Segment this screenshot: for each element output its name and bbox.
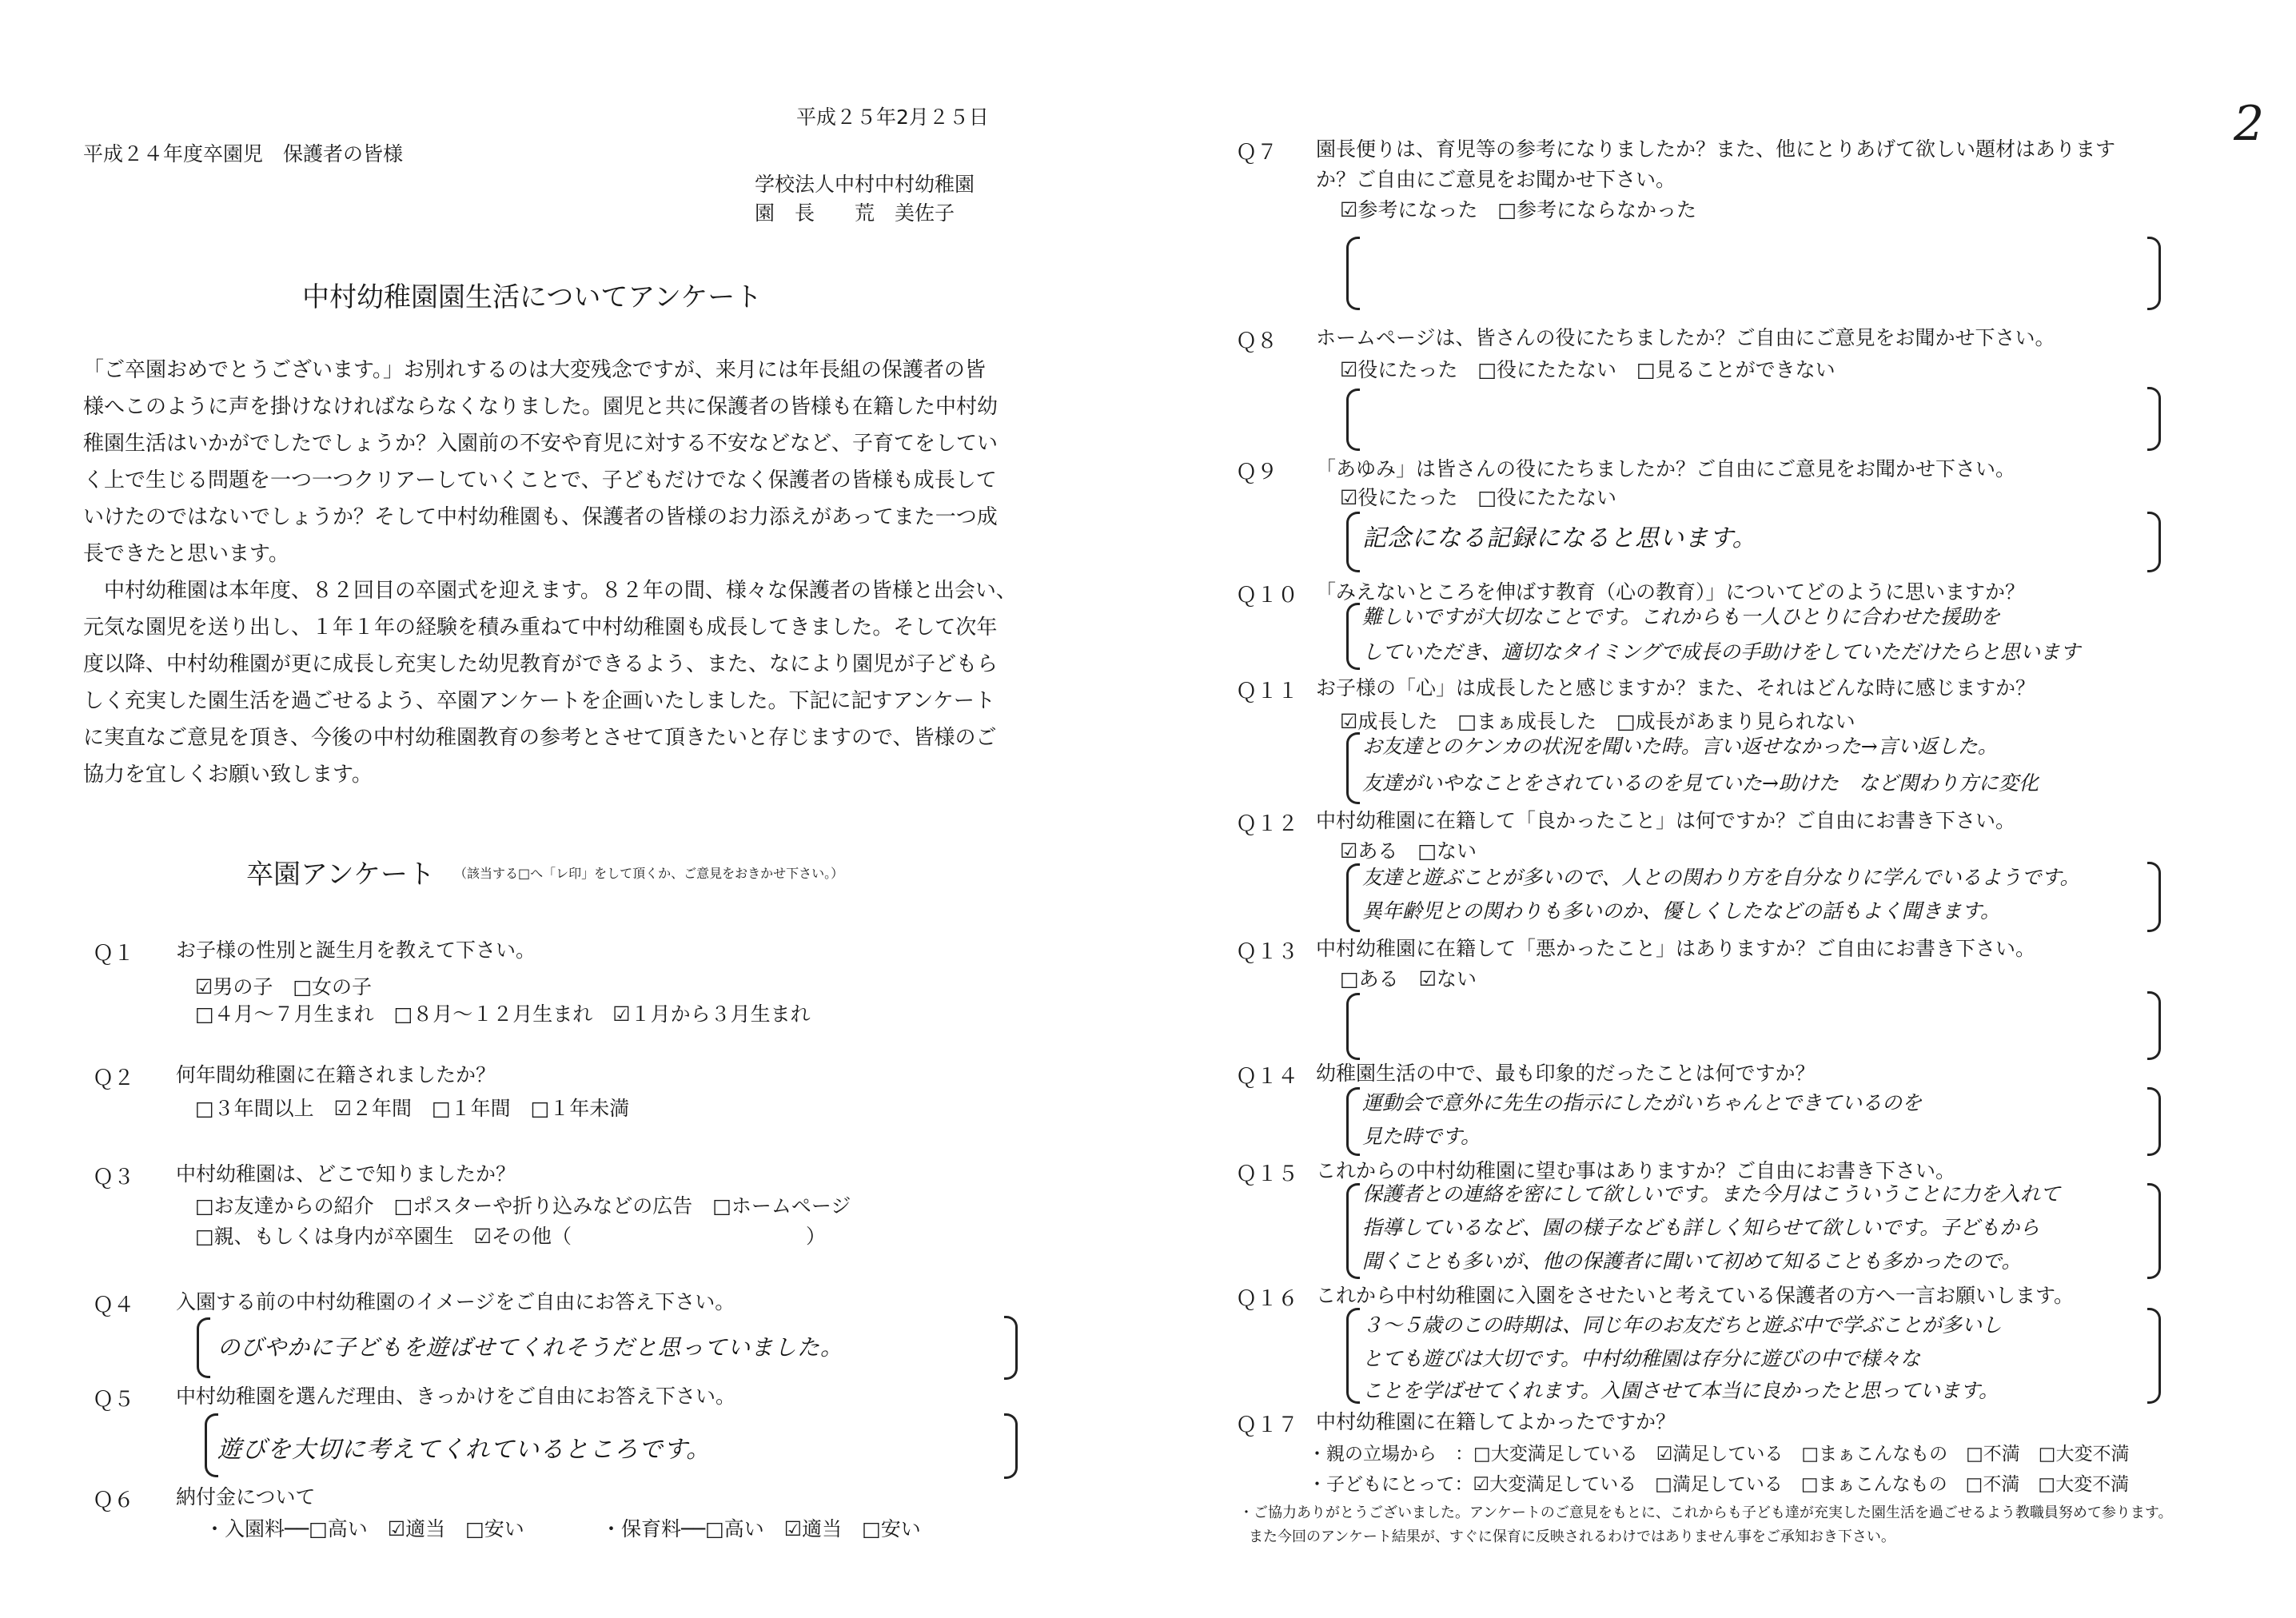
q11-handwritten-answer-1: お友達とのケンカの状況を聞いた時。言い返せなかった→言い返した。 [1362, 735, 1998, 758]
q12-question: 中村幼稚園に在籍して「良かったこと」は何ですか？ご自由にお書き下さい。 [1316, 809, 2016, 832]
footer-note-2: また今回のアンケート結果が、すぐに保育に反映されるわけではありません事をご承知おき下さい。 [1249, 1528, 1895, 1545]
q9-options[interactable]: ☑役にたった □役にたたない [1340, 486, 1617, 509]
q14-bracket-right [2147, 1087, 2161, 1156]
q16-handwritten-answer-3: ことを学ばせてくれます。入園させて本当に良かったと思っています。 [1362, 1379, 1999, 1402]
q17-question: 中村幼稚園に在籍してよかったですか？ [1316, 1410, 1676, 1433]
q11-handwritten-answer-2: 友達がいやなことをされているのを見ていた→助けた など関わり方に変化 [1362, 771, 2039, 795]
q11-bracket-left [1346, 732, 1360, 804]
q1-options-birth[interactable]: □４月～７月生まれ □８月～１２月生まれ ☑１月から３月生まれ [195, 1002, 811, 1026]
q9-number: Ｑ９ [1236, 460, 1278, 484]
q7-question-line1: 園長便りは、育児等の参考になりましたか？また、他にとりあげて欲しい題材はあります [1316, 137, 2116, 161]
q12-handwritten-answer-2: 異年齢児との関わりも多いのか、優しくしたなどの話もよく聞きます。 [1362, 899, 2001, 923]
q12-number: Ｑ１２ [1236, 812, 1299, 836]
q8-bracket-right [2147, 387, 2161, 451]
q9-bracket-left [1346, 512, 1360, 572]
q9-question: 「あゆみ」は皆さんの役にたちましたか？ご自由にご意見をお聞かせ下さい。 [1316, 457, 2016, 480]
q5-bracket-right [1004, 1413, 1018, 1479]
q12-handwritten-answer-1: 友達と遊ぶことが多いので、人との関わり方を自分なりに学んでいるようです。 [1362, 866, 2080, 889]
q10-bracket-left [1346, 603, 1360, 670]
q13-bracket-right [2147, 991, 2161, 1060]
q3-options-2-close: ） [806, 1225, 827, 1248]
q6-tuition-options[interactable]: ・保育料──□高い ☑適当 □安い [601, 1517, 921, 1540]
q15-handwritten-answer-3: 聞くことも多いが、他の保護者に聞いて初めて知ることも多かったので。 [1362, 1249, 2022, 1273]
q12-options[interactable]: ☑ある □ない [1340, 839, 1477, 863]
q14-number: Ｑ１４ [1236, 1065, 1299, 1089]
q3-options-1[interactable]: □お友達からの紹介 □ポスターや折り込みなどの広告 □ホームページ [195, 1194, 851, 1217]
q5-handwritten-answer: 遊びを大切に考えてくれているところです。 [217, 1436, 712, 1464]
q10-handwritten-answer-2: していただき、適切なタイミングで成長の手助けをしていただけたらと思います [1362, 640, 2081, 664]
q7-bracket-right [2147, 237, 2161, 310]
recipient: 平成２４年度卒園児 保護者の皆様 [83, 142, 404, 165]
page-number-mark: 2 [2234, 96, 2265, 152]
q4-bracket-left [197, 1317, 210, 1378]
q11-question: お子様の「心」は成長したと感じますか？また、それはどんな時に感じますか？ [1316, 676, 2036, 699]
q8-bracket-left [1346, 389, 1360, 451]
q17-parent-options[interactable]: ・親の立場から ：□大変満足している ☑満足している □まぁこんなもの □不満 □大変不満 [1308, 1444, 2130, 1465]
q13-bracket-left [1346, 993, 1360, 1060]
q3-question: 中村幼稚園は、どこで知りましたか？ [176, 1162, 516, 1186]
q14-bracket-left [1346, 1087, 1360, 1156]
q12-bracket-left [1346, 863, 1360, 932]
q2-number: Ｑ２ [93, 1066, 135, 1090]
q1-options-gender[interactable]: ☑男の子 □女の子 [195, 975, 373, 998]
q7-question-line2: か？ご自由にご意見をお聞かせ下さい。 [1316, 168, 1676, 191]
q16-handwritten-answer-2: とても遊びは大切です。中村幼稚園は存分に遊びの中で様々な [1362, 1347, 1921, 1370]
q12-bracket-right [2147, 862, 2161, 932]
q5-bracket-left [205, 1413, 218, 1477]
principal: 園 長 荒 美佐子 [755, 201, 955, 225]
page-title: 中村幼稚園園生活についてアンケート [302, 281, 763, 313]
q14-handwritten-answer-1: 運動会で意外に先生の指示にしたがいちゃんとできているのを [1362, 1091, 1923, 1114]
q8-options[interactable]: ☑役にたった □役にたたない □見ることができない [1340, 358, 1836, 381]
q11-number: Ｑ１１ [1236, 679, 1299, 703]
q17-number: Ｑ１７ [1236, 1413, 1299, 1437]
q6-number: Ｑ６ [93, 1488, 135, 1512]
q5-number: Ｑ５ [93, 1388, 135, 1412]
q1-number: Ｑ１ [93, 942, 135, 966]
q5-question: 中村幼稚園を選んだ理由、きっかけをご自由にお答え下さい。 [176, 1385, 736, 1408]
q4-question: 入園する前の中村幼稚園のイメージをご自由にお答え下さい。 [176, 1290, 735, 1313]
q2-options[interactable]: □３年間以上 ☑２年間 □１年間 □１年未満 [195, 1097, 630, 1120]
q15-handwritten-answer-2: 指導しているなど、園の様子なども詳しく知らせて欲しいです。子どもから [1362, 1216, 2040, 1239]
q7-options[interactable]: ☑参考になった □参考にならなかった [1340, 198, 1697, 221]
q3-number: Ｑ３ [93, 1166, 135, 1190]
q8-number: Ｑ８ [1236, 329, 1278, 353]
survey-note: （該当する□へ「レ印」をして頂くか、ご意見をおきかせ下さい。） [454, 866, 844, 881]
organization: 学校法人中村中村幼稚園 [755, 173, 975, 196]
q10-handwritten-answer-1: 難しいですが大切なことです。これからも一人ひとりに合わせた援助を [1362, 605, 2001, 628]
footer-note-1: ・ご協力ありがとうございました。アンケートのご意見をもとに、これからも子ども達が充実した園生活を過ごせるよう教職員努めて参ります。 [1239, 1504, 2173, 1521]
q4-handwritten-answer: のびやかに子どもを遊ばせてくれそうだと思っていました。 [217, 1334, 844, 1361]
q4-bracket-right [1004, 1316, 1018, 1380]
q8-question: ホームページは、皆さんの役にたちましたか？ご自由にご意見をお聞かせ下さい。 [1316, 326, 2055, 349]
q10-question: 「みえないところを伸ばす教育（心の教育）」についてどのように思いますか？ [1316, 580, 2026, 604]
q13-question: 中村幼稚園に在籍して「悪かったこと」はありますか？ご自由にお書き下さい。 [1316, 937, 2036, 960]
q14-handwritten-answer-2: 見た時です。 [1362, 1125, 1481, 1148]
date: 平成２５年2月２５日 [796, 106, 989, 129]
q14-question: 幼稚園生活の中で、最も印象的だったことは何ですか？ [1316, 1062, 1816, 1085]
q10-number: Ｑ１０ [1236, 584, 1299, 608]
q7-bracket-left [1346, 237, 1360, 310]
q9-handwritten-answer: 記念になる記録になると思います。 [1362, 524, 1757, 552]
q16-number: Ｑ１６ [1236, 1287, 1299, 1311]
q13-options[interactable]: □ある ☑ない [1340, 967, 1477, 990]
q15-number: Ｑ１５ [1236, 1162, 1299, 1186]
q1-question: お子様の性別と誕生月を教えて下さい。 [176, 939, 536, 962]
q13-number: Ｑ１３ [1236, 940, 1299, 964]
survey-title: 卒園アンケート [246, 859, 435, 891]
q11-options[interactable]: ☑成長した □まぁ成長した □成長があまり見られない [1340, 710, 1856, 733]
q3-options-2[interactable]: □親、もしくは身内が卒園生 ☑その他（ [195, 1225, 572, 1248]
q6-question: 納付金について [176, 1485, 316, 1508]
q4-number: Ｑ４ [93, 1293, 135, 1317]
q16-bracket-left [1346, 1308, 1360, 1404]
q15-bracket-right [2147, 1183, 2161, 1279]
q2-question: 何年間幼稚園に在籍されましたか？ [176, 1063, 496, 1086]
q15-handwritten-answer-1: 保護者との連絡を密にして欲しいです。また今月はこういうことに力を入れて [1362, 1182, 2061, 1206]
q17-child-options[interactable]: ・子どもにとって：☑大変満足している □満足している □まぁこんなもの □不満 □大変不満 [1308, 1474, 2130, 1495]
q16-handwritten-answer-1: ３～５歳のこの時期は、同じ年のお友だちと遊ぶ中で学ぶことが多いし [1362, 1313, 2003, 1337]
q16-question: これから中村幼稚園に入園をさせたいと考えている保護者の方へ一言お願いします。 [1316, 1284, 2075, 1307]
q6-entrance-fee-options[interactable]: ・入園料──□高い ☑適当 □安い [205, 1517, 524, 1540]
q15-bracket-left [1346, 1183, 1360, 1279]
q15-question: これからの中村幼稚園に望む事はありますか？ご自由にお書き下さい。 [1316, 1159, 1956, 1182]
q7-number: Ｑ７ [1236, 141, 1278, 165]
q16-bracket-right [2147, 1308, 2161, 1404]
q9-bracket-right [2147, 512, 2161, 572]
right-page [1148, 0, 2296, 1618]
intro-text: 「ご卒園おめでとうございます。」お別れするのは大変残念ですが、来月には年長組の保護者の皆 様へこのように声を掛けなければならなくなりました。園児と共に保護者の皆様も在籍した中村幼 稚園生活はいかがでしたでしょうか？入園前の不安や育児に対する不安などなど、子育てをしてい く上で生じる問題を一つ一つクリアーしていくことで、子どもだけでなく保護者の皆様も成長して いけたのではないでしょうか？そして中村幼稚園も、保護者の皆様のお力添えがあってまた一つ成 長できたと思います。 中村幼稚園は本年度、８２回目の卒園式を迎えます。８２年の間、様々な保護者の皆様と出会い、 元気な園児を送り出し、１年１年の経験を積み重ねて中村幼稚園も成長してきました。そして次年 度以降、中村幼稚園が更に成長し充実した幼児教育ができるよう、また、なにより園児が子どもら しく充実した園生活を過ごせるよう、卒園アンケートを企画いたしました。下記に記すアンケート に実直なご意見を頂き、今後の中村幼稚園教育の参考とさせて頂きたいと存じますので、皆様のご 協力を宜しくお願い致します。 [83, 358, 1017, 787]
